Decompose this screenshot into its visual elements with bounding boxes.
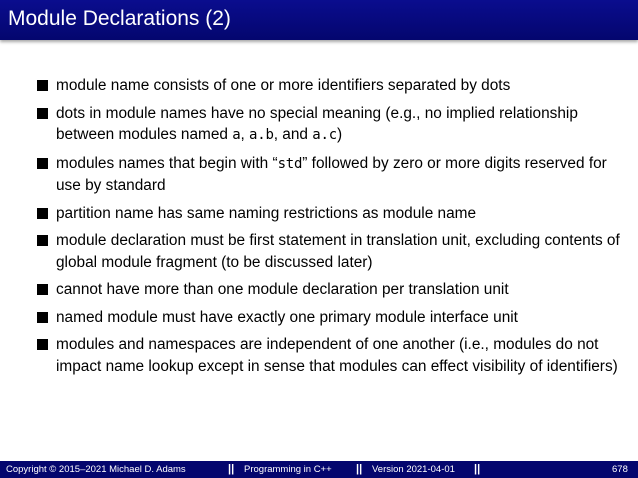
bullet-text: , and <box>273 126 313 143</box>
bullet-text: dots in module names have no special meaning (e.g., no implied relationship between modules named <box>56 104 578 143</box>
bullet-list <box>0 75 638 377</box>
slide-title: Module Declarations (2) <box>8 7 231 30</box>
code-text: a <box>232 127 241 143</box>
title-bar <box>0 0 638 40</box>
footer-page-number: 678 <box>612 464 628 475</box>
bullet-square-icon <box>37 235 48 246</box>
bullet-item <box>0 103 638 147</box>
bullet-item <box>0 307 638 329</box>
bullet-square-icon <box>37 108 48 119</box>
bullet-square-icon <box>37 339 48 350</box>
bullet-text: cannot have more than one module declaration per translation unit <box>56 281 509 298</box>
bullet-text: module name consists of one or more identifiers separated by dots <box>56 77 511 94</box>
bullet-text: , <box>240 126 250 143</box>
bullet-square-icon <box>37 312 48 323</box>
footer-separator: || <box>228 463 235 475</box>
bullet-square-icon <box>37 284 48 295</box>
footer-bar <box>0 461 638 478</box>
bullet-text: named module must have exactly one primary module interface unit <box>56 308 518 326</box>
code-text: std <box>277 155 303 172</box>
bullet-text: partition name has same naming restrictions as module name <box>56 204 477 222</box>
bullet-text: ) <box>336 126 343 143</box>
slide-content <box>0 75 638 383</box>
bullet-text: ” followed by zero or more digits reserved for use by standard <box>56 154 607 194</box>
bullet-square-icon <box>37 80 48 91</box>
bullet-square-icon <box>37 208 48 219</box>
bullet-text: modules and namespaces are independent of one another (i.e., modules do not impact name lookup except in sense that modules can effect visibility of identifiers) <box>56 336 618 375</box>
bullet-item <box>0 203 638 225</box>
bullet-square-icon <box>37 158 48 169</box>
code-text: a.c <box>312 127 337 143</box>
footer-copyright: Copyright © 2015–2021 Michael D. Adams <box>6 464 186 475</box>
bullet-text: modules names that begin with “ <box>56 154 278 172</box>
bullet-item <box>0 279 638 301</box>
footer-separator: || <box>474 463 481 475</box>
footer-version: Version 2021-04-01 <box>372 464 455 475</box>
bullet-item <box>0 153 638 197</box>
bullet-text: module declaration must be first statement in translation unit, excluding contents of global module fragment (to be discussed later) <box>56 232 620 271</box>
bullet-item <box>0 334 638 377</box>
bullet-item <box>0 230 638 273</box>
footer-separator: || <box>356 463 363 475</box>
bullet-item <box>0 75 638 97</box>
code-text: a.b <box>249 127 274 143</box>
footer-course: Programming in C++ <box>244 464 332 475</box>
